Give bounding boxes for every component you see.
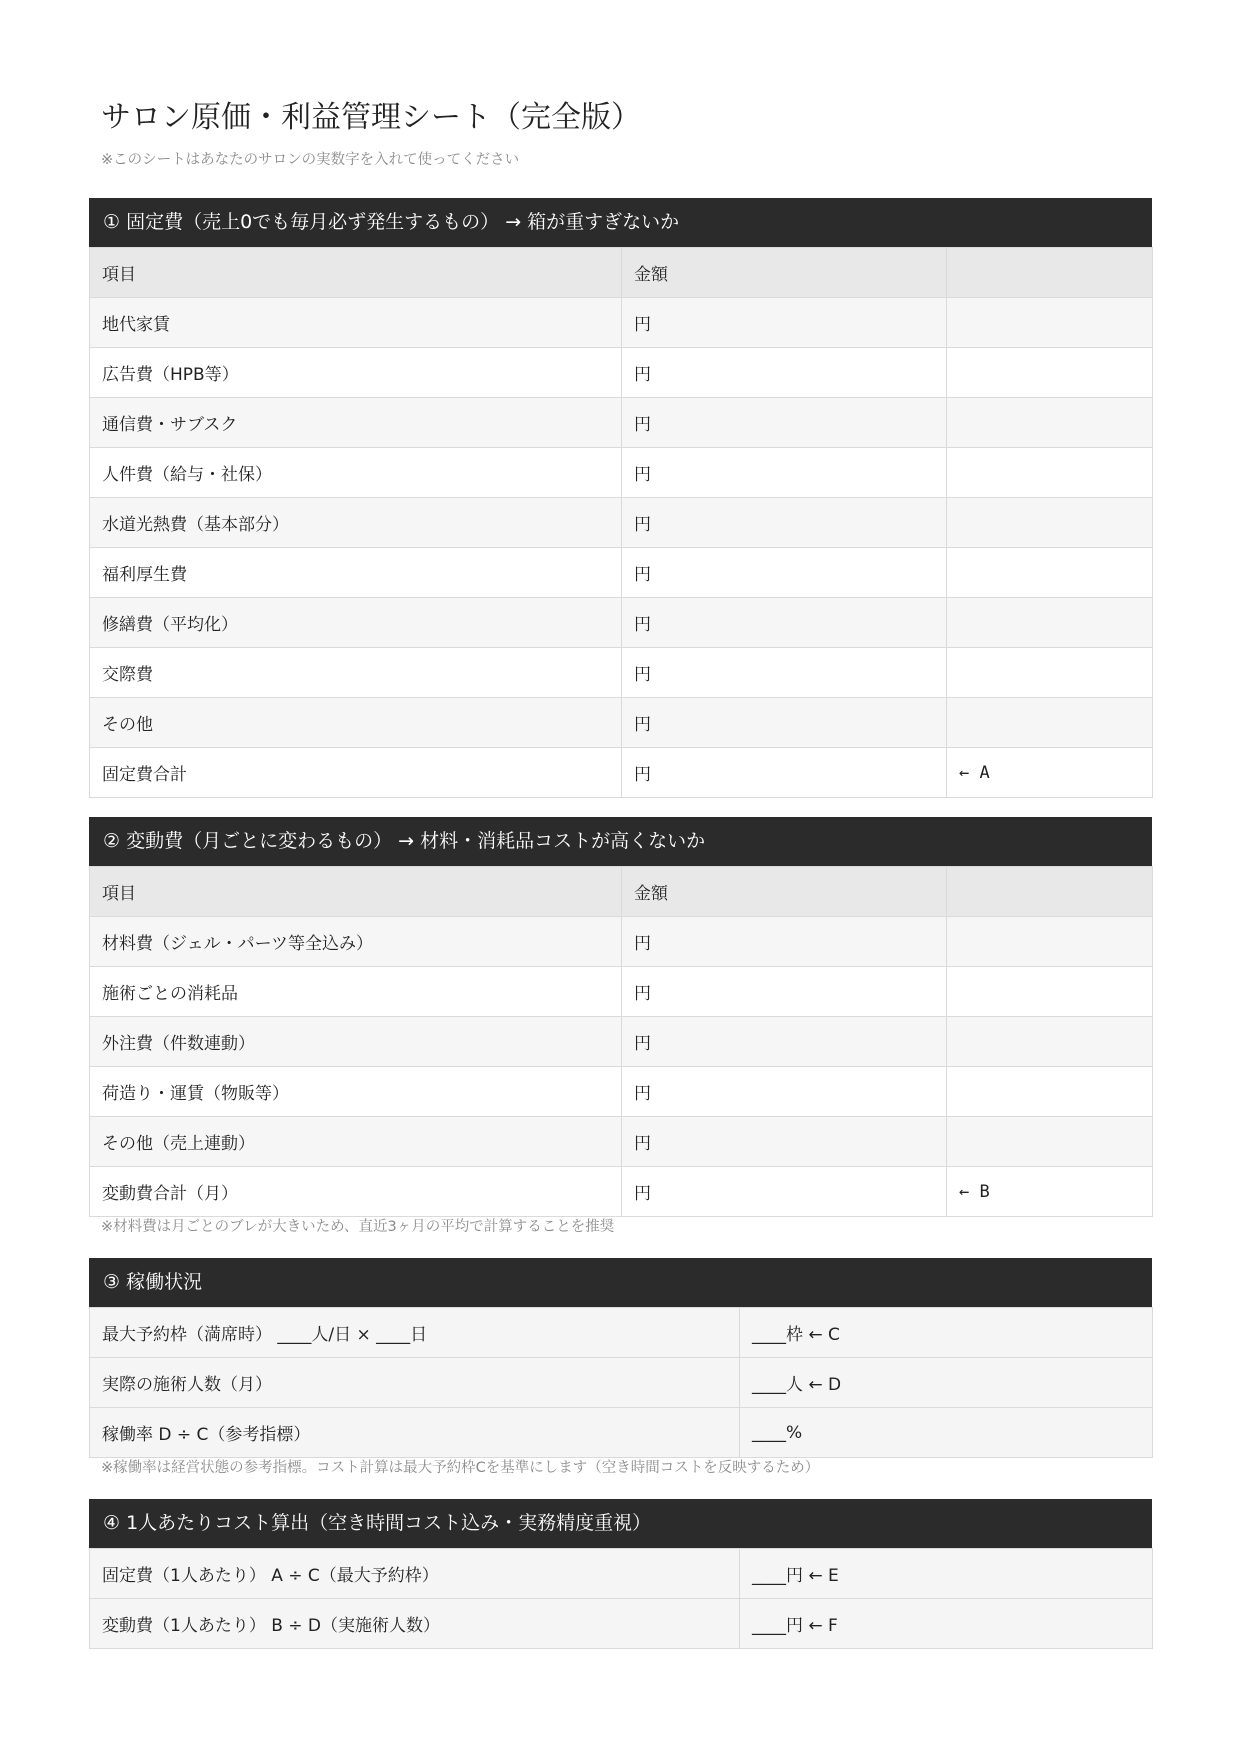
operation-footnote: ※稼働率は経営状態の参考指標。コスト計算は最大予約枠Cを基準にします（空き時間コストを反映するため）: [101, 1460, 820, 1476]
note-cell: [947, 448, 1153, 498]
row-item: 地代家賃: [90, 298, 622, 348]
value-cell[interactable]: ____円 ← E: [740, 1549, 1153, 1599]
table-row: [90, 1358, 1153, 1408]
note-cell: [947, 348, 1153, 398]
column-header-item: 項目: [90, 248, 622, 298]
table-row: [90, 598, 1153, 648]
variable-costs-header: ② 変動費（月ごとに変わるもの） → 材料・消耗品コストが高くないか: [89, 817, 1152, 866]
row-label: 実際の施術人数（月）: [90, 1358, 740, 1408]
amount-cell[interactable]: 円: [622, 967, 947, 1017]
fixed-costs-header: ① 固定費（売上0でも毎月必ず発生するもの） → 箱が重すぎないか: [89, 198, 1152, 247]
amount-cell[interactable]: 円: [622, 698, 947, 748]
table-header-row: [90, 248, 1153, 298]
row-item: その他（売上連動）: [90, 1117, 622, 1167]
amount-cell[interactable]: 円: [622, 348, 947, 398]
note-cell: [947, 298, 1153, 348]
table-row: [90, 698, 1153, 748]
table-row: [90, 498, 1153, 548]
amount-cell[interactable]: 円: [622, 648, 947, 698]
table-row: [90, 398, 1153, 448]
row-label: 固定費（1人あたり） A ÷ C（最大予約枠）: [90, 1549, 740, 1599]
amount-cell[interactable]: 円: [622, 1167, 947, 1217]
operation-header: ③ 稼働状況: [89, 1258, 1152, 1307]
note-cell: [947, 648, 1153, 698]
note-cell: ← A: [947, 748, 1153, 798]
note-cell: [947, 498, 1153, 548]
note-cell: [947, 698, 1153, 748]
note-cell: [947, 598, 1153, 648]
amount-cell[interactable]: 円: [622, 298, 947, 348]
note-cell: [947, 398, 1153, 448]
table-row: [90, 1549, 1153, 1599]
table-row: [90, 548, 1153, 598]
fixed-costs-section: [89, 198, 1152, 798]
row-label: 最大予約枠（満席時） ____人/日 × ____日: [90, 1308, 740, 1358]
amount-cell[interactable]: 円: [622, 1067, 947, 1117]
row-item: 荷造り・運賃（物販等）: [90, 1067, 622, 1117]
row-item: 人件費（給与・社保）: [90, 448, 622, 498]
table-header-row: [90, 867, 1153, 917]
per-person-section: [89, 1499, 1152, 1649]
table-row: [90, 1308, 1153, 1358]
variable-costs-footnote: ※材料費は月ごとのブレが大きいため、直近3ヶ月の平均で計算することを推奨: [101, 1219, 615, 1235]
note-cell: [947, 1067, 1153, 1117]
row-item: 通信費・サブスク: [90, 398, 622, 448]
table-row: [90, 917, 1153, 967]
amount-cell[interactable]: 円: [622, 548, 947, 598]
amount-cell[interactable]: 円: [622, 498, 947, 548]
table-row: [90, 448, 1153, 498]
total-row: [90, 748, 1153, 798]
row-label: 稼働率 D ÷ C（参考指標）: [90, 1408, 740, 1458]
row-item: その他: [90, 698, 622, 748]
row-item: 材料費（ジェル・パーツ等全込み）: [90, 917, 622, 967]
note-cell: [947, 548, 1153, 598]
row-item: 修繕費（平均化）: [90, 598, 622, 648]
note-cell: [947, 1117, 1153, 1167]
operation-section: [89, 1258, 1152, 1478]
column-header-amount: 金額: [622, 867, 947, 917]
operation-table: [89, 1307, 1153, 1458]
amount-cell[interactable]: 円: [622, 598, 947, 648]
column-header-item: 項目: [90, 867, 622, 917]
column-header-amount: 金額: [622, 248, 947, 298]
note-cell: [947, 917, 1153, 967]
row-item: 固定費合計: [90, 748, 622, 798]
amount-cell[interactable]: 円: [622, 1017, 947, 1067]
row-item: 交際費: [90, 648, 622, 698]
row-label: 変動費（1人あたり） B ÷ D（実施術人数）: [90, 1599, 740, 1649]
amount-cell[interactable]: 円: [622, 748, 947, 798]
column-header-note: [947, 248, 1153, 298]
per-person-table: [89, 1548, 1153, 1649]
page-subtitle: ※このシートはあなたのサロンの実数字を入れて使ってください: [101, 152, 520, 168]
row-item: 外注費（件数連動）: [90, 1017, 622, 1067]
amount-cell[interactable]: 円: [622, 917, 947, 967]
value-cell[interactable]: ____人 ← D: [740, 1358, 1153, 1408]
table-row: [90, 1067, 1153, 1117]
amount-cell[interactable]: 円: [622, 1117, 947, 1167]
table-row: [90, 1599, 1153, 1649]
row-item: 変動費合計（月）: [90, 1167, 622, 1217]
total-row: [90, 1167, 1153, 1217]
table-row: [90, 967, 1153, 1017]
variable-costs-section: [89, 817, 1152, 1237]
note-cell: [947, 967, 1153, 1017]
table-row: [90, 1117, 1153, 1167]
value-cell[interactable]: ____枠 ← C: [740, 1308, 1153, 1358]
fixed-costs-table: [89, 247, 1153, 798]
table-row: [90, 1017, 1153, 1067]
amount-cell[interactable]: 円: [622, 448, 947, 498]
row-item: 福利厚生費: [90, 548, 622, 598]
column-header-note: [947, 867, 1153, 917]
note-cell: [947, 1017, 1153, 1067]
per-person-header: ④ 1人あたりコスト算出（空き時間コスト込み・実務精度重視）: [89, 1499, 1152, 1548]
amount-cell[interactable]: 円: [622, 398, 947, 448]
table-row: [90, 348, 1153, 398]
value-cell[interactable]: ____円 ← F: [740, 1599, 1153, 1649]
variable-costs-table: [89, 866, 1153, 1217]
note-cell: ← B: [947, 1167, 1153, 1217]
table-row: [90, 298, 1153, 348]
row-item: 施術ごとの消耗品: [90, 967, 622, 1017]
table-row: [90, 648, 1153, 698]
row-item: 広告費（HPB等）: [90, 348, 622, 398]
value-cell[interactable]: ____%: [740, 1408, 1153, 1458]
page-title: サロン原価・利益管理シート（完全版）: [101, 100, 641, 135]
table-row: [90, 1408, 1153, 1458]
row-item: 水道光熱費（基本部分）: [90, 498, 622, 548]
